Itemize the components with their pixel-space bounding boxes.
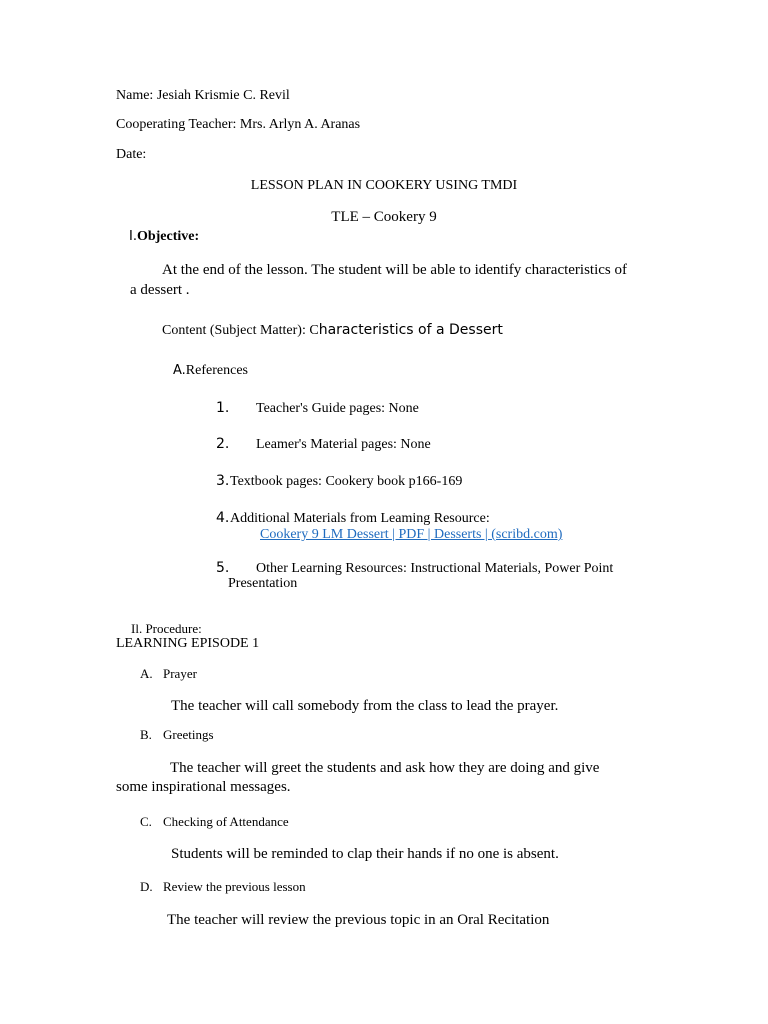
cooperating-teacher: Cooperating Teacher: Mrs. Arlyn A. Aranas (116, 117, 361, 132)
step-greetings-body-line2: some inspirational messages. (116, 779, 291, 795)
step-prayer-title (140, 667, 197, 680)
step-letter: C. (140, 814, 152, 829)
objective-text-line2: a dessert . (130, 282, 190, 298)
step-letter: B. (140, 727, 152, 742)
step-title: Prayer (163, 666, 197, 681)
reference-text: Other Learning Resources: Instructional Materials, Power Point (256, 561, 614, 576)
step-review-body: The teacher will review the previous topic in an Oral Recitation (167, 912, 550, 928)
references-heading (173, 364, 248, 378)
reference-item-2 (216, 437, 431, 452)
reference-number: 4. (216, 510, 230, 526)
step-letter: A. (140, 666, 153, 681)
objective-numeral: I. (129, 229, 137, 244)
step-title: Checking of Attendance (163, 814, 289, 829)
date-label: Date: (116, 147, 147, 162)
objective-heading (129, 230, 199, 244)
scribd-dessert-link[interactable]: Cookery 9 LM Dessert | PDF | Desserts | (scribd.com) (260, 527, 563, 542)
reference-number: 3. (216, 473, 230, 489)
procedure-heading: Il. Procedure: (131, 621, 202, 636)
student-name: Name: Jesiah Krismie C. Revil (116, 88, 290, 103)
step-title: Review the previous lesson (163, 879, 306, 894)
reference-text: Textbook pages: Cookery book p166-169 (230, 474, 463, 489)
reference-text: Additional Materials from Leaming Resource: (230, 511, 490, 526)
content-subject-matter (162, 323, 503, 338)
step-prayer-body: The teacher will call somebody from the class to lead the prayer. (171, 698, 559, 714)
reference-number: 2. (216, 436, 230, 452)
objective-text-line1: At the end of the lesson. The student will be able to identify characteristics of (162, 262, 628, 278)
learning-episode-heading: LEARNING EPISODE 1 (116, 636, 260, 651)
step-greetings-title (140, 728, 214, 741)
step-greetings-body-line1: The teacher will greet the students and ask how they are doing and give (170, 760, 600, 776)
objective-heading-text: Objective: (136, 229, 200, 244)
reference-text: Leamer's Material pages: None (256, 437, 431, 452)
reference-item-1 (216, 401, 419, 416)
step-review-title (140, 880, 306, 893)
references-letter: A. (173, 363, 186, 378)
content-initial: C (309, 323, 319, 338)
reference-item-5 (216, 561, 613, 576)
step-attendance-body: Students will be reminded to clap their hands if no one is absent. (171, 846, 559, 862)
content-value: haracteristics of a Dessert (318, 322, 503, 338)
step-title: Greetings (163, 727, 214, 742)
step-letter: D. (140, 879, 153, 894)
lesson-plan-title: LESSON PLAN IN COOKERY USING TMDI (250, 178, 518, 193)
reference-item-4 (216, 511, 490, 526)
reference-number: 5. (216, 560, 230, 576)
reference-item-5-continued: Presentation (228, 576, 298, 591)
reference-item-3 (216, 474, 462, 489)
step-attendance-title (140, 815, 289, 828)
references-heading-text: References (185, 363, 248, 378)
lesson-plan-subtitle: TLE – Cookery 9 (331, 209, 437, 225)
reference-text: Teacher's Guide pages: None (256, 401, 419, 416)
content-label: Content (Subject Matter): (162, 323, 310, 338)
reference-number: 1. (216, 400, 230, 416)
